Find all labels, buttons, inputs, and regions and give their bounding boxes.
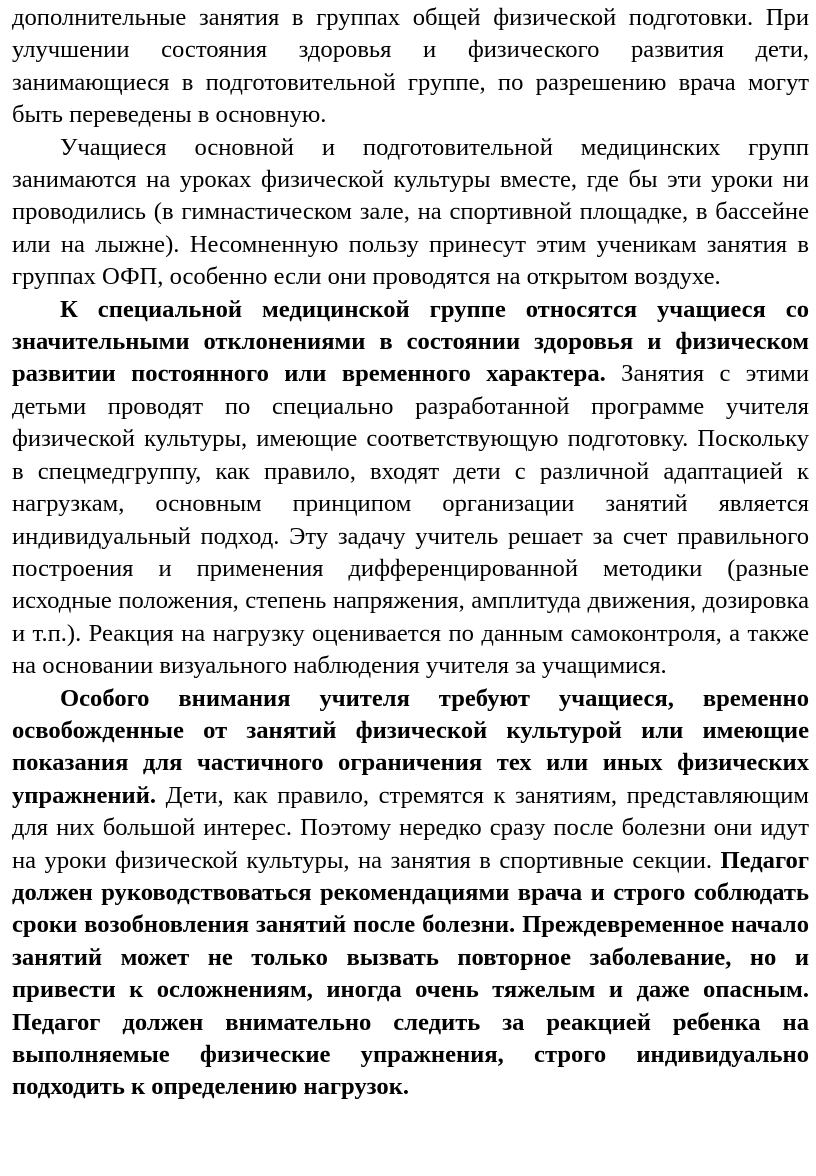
paragraph-4-text: Дети, как правило, стремятся к занятиям, представляющим для них большой интерес. Поэтому нередко сразу после болезни они идут на уроки физической культуры, на занятия в спортивные секции. — [12, 781, 809, 874]
paragraph-4-bold-tail: Педагог должен руководствоваться рекомендациями врача и строго соблюдать сроки возобновления занятий после болезни. Преждевременное начало занятий может не только вызвать повторное заболевание, но и привести к осложнениям, иногда очень тяжелым и даже опасным. Педагог должен внимательно следить за реакцией ребенка на выполняемые физические упражнения, строго индивидуально подходить к определению нагрузок. — [12, 846, 809, 1101]
document-page — [12, 2, 809, 1104]
paragraph-4-bold-lead: Особого внимания учителя требуют учащиеся, временно освобожденные от занятий физической культурой или имеющие показания для частичного ограничения тех или иных физических упражнений. — [12, 684, 809, 809]
paragraph-2-text: Учащиеся основной и подготовительной медицинских групп занимаются на уроках физической культуры вместе, где бы эти уроки ни проводились (в гимнастическом зале, на спортивной площадке, в бассейне или на лыжне). Несомненную пользу принесут этим ученикам занятия в группах ОФП, особенно если они проводятся на открытом воздухе. — [12, 133, 809, 291]
paragraph-1-text: дополнительные занятия в группах общей физической подготовки. При улучшении состояния здоровья и физического развития дети, занимающиеся в подготовительной группе, по разрешению врача могут быть переведены в основную. — [12, 4, 809, 129]
paragraph-1 — [12, 2, 809, 132]
paragraph-2 — [12, 132, 809, 294]
paragraph-3 — [12, 294, 809, 683]
paragraph-4 — [12, 683, 809, 1104]
paragraph-3-bold-lead: К специальной медицинской группе относятся учащиеся со значительными отклонениями в состоянии здоровья и физическом развитии постоянного или временного характера. — [12, 295, 809, 388]
paragraph-3-text: Занятия с этими детьми проводят по специально разработанной программе учителя физической культуры, имеющие соответствующую подготовку. Поскольку в спецмедгруппу, как правило, входят дети с различной адаптацией к нагрузкам, основным принципом организации занятий является индивидуальный подход. Эту задачу учитель решает за счет правильного построения и применения дифференцированной методики (разные исходные положения, степень напряжения, амплитуда движения, дозировка и т.п.). Реакция на нагрузку оценивается по данным самоконтроля, а также на основании визуального наблюдения учителя за учащимися. — [12, 360, 810, 680]
